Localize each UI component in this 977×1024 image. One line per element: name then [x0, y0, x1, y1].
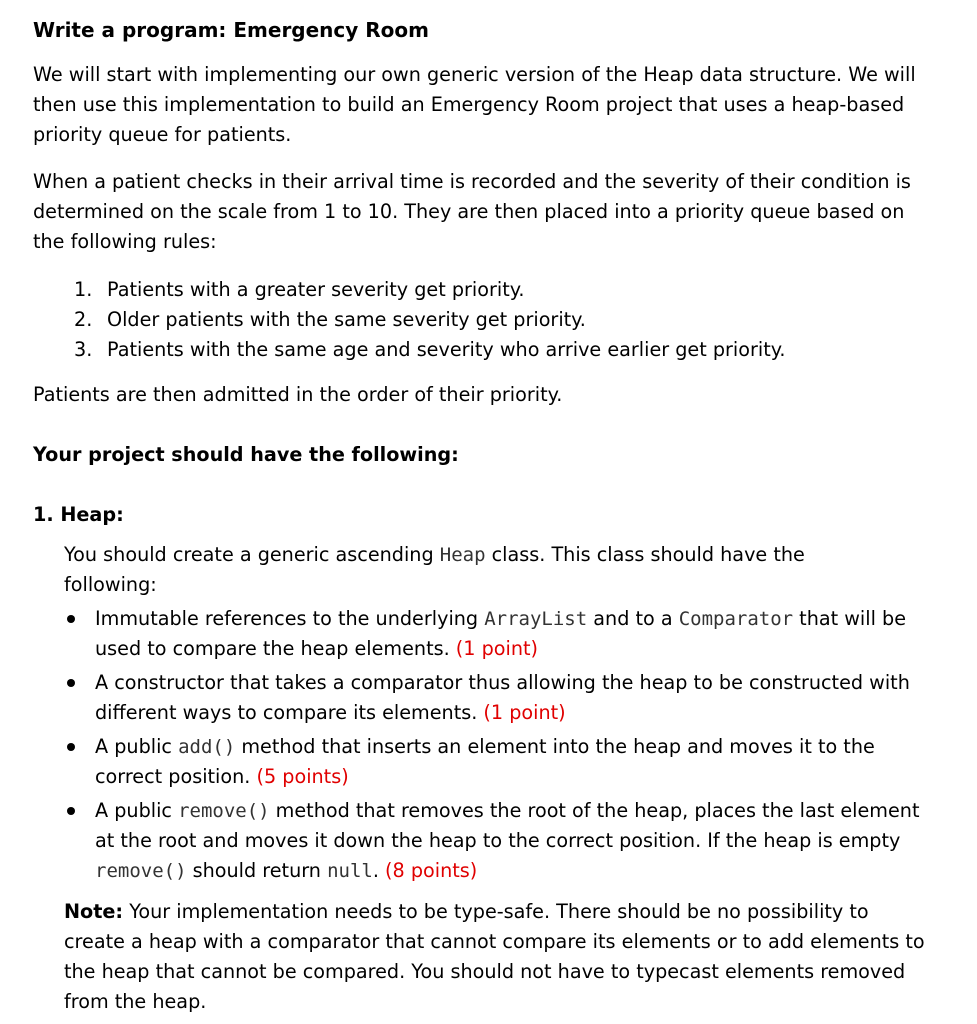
requirement-text: method that inserts an element into the heap and moves it to the correct position. — [95, 735, 875, 788]
requirement-text: method that removes the root of the heap, places the last element at the root and moves it down the heap to the correct position. If the heap is empty — [95, 799, 920, 852]
points-label: (5 points) — [256, 765, 349, 788]
checkin-paragraph: When a patient checks in their arrival time is recorded and the severity of their condition is determined on the scale from 1 to 10. They are then placed into a priority queue based on the following rules: — [33, 170, 911, 253]
type-safety-note — [64, 897, 934, 1017]
requirement-item — [64, 604, 934, 664]
rule-text: Patients with a greater severity get priority. — [107, 278, 525, 301]
bullet-icon — [67, 679, 75, 687]
note-text: Your implementation needs to be type-safe. There should be no possibility to create a heap with a comparator that cannot compare its elements or to add elements to the heap that cannot be compared. You should not have to typecast elements removed from the heap. — [64, 900, 925, 1013]
null-code: null — [327, 860, 373, 882]
requirement-item — [64, 732, 934, 792]
heap-class-code: Heap — [439, 544, 486, 566]
requirement-text: and to a — [587, 607, 679, 630]
intro-paragraph: We will start with implementing our own generic version of the Heap data structure. We will then use this implementation to build an Emergency Room project that uses a heap-based priority queue for patients. — [33, 63, 916, 146]
note-label: Note: — [64, 900, 124, 923]
requirement-text: A constructor that takes a comparator thus allowing the heap to be constructed with different ways to compare its elements. — [95, 671, 910, 724]
points-label: (8 points) — [385, 859, 478, 882]
requirement-item — [64, 668, 934, 728]
rule-item — [74, 335, 785, 365]
rule-item — [74, 275, 785, 305]
heap-requirements-list — [64, 604, 934, 890]
rule-number: 1. — [74, 278, 93, 301]
requirement-text: . — [372, 859, 386, 882]
heap-intro-paragraph — [64, 540, 864, 600]
requirement-item — [64, 796, 934, 886]
comparator-code: Comparator — [678, 608, 794, 630]
requirement-text: A public — [95, 735, 179, 758]
rule-number: 3. — [74, 338, 93, 361]
bullet-icon — [67, 615, 75, 623]
heap-heading: 1. Heap: — [33, 503, 124, 526]
arraylist-code: ArrayList — [484, 608, 588, 630]
rule-text: Older patients with the same severity get priority. — [107, 308, 586, 331]
remove-method-code: remove() — [95, 860, 187, 882]
heap-intro-text: You should create a generic ascending — [64, 543, 440, 566]
rule-number: 2. — [74, 308, 93, 331]
bullet-icon — [67, 743, 75, 751]
document-title: Write a program: Emergency Room — [33, 18, 429, 42]
priority-rules-list — [74, 275, 785, 365]
add-method-code: add() — [178, 736, 236, 758]
heap-intro-text: class. This class should have the following: — [64, 543, 805, 596]
project-requirements-heading: Your project should have the following: — [33, 443, 459, 466]
points-label: (1 point) — [483, 701, 566, 724]
remove-method-code: remove() — [178, 800, 270, 822]
requirement-text: that will be used to compare the heap elements. — [95, 607, 907, 660]
points-label: (1 point) — [455, 637, 539, 660]
admitted-paragraph: Patients are then admitted in the order of their priority. — [33, 383, 563, 406]
rule-text: Patients with the same age and severity who arrive earlier get priority. — [107, 338, 786, 361]
requirement-text: should return — [186, 859, 328, 882]
bullet-icon — [67, 807, 75, 815]
requirement-text: A public — [95, 799, 179, 822]
rule-item — [74, 305, 785, 335]
requirement-text: Immutable references to the underlying — [95, 607, 485, 630]
